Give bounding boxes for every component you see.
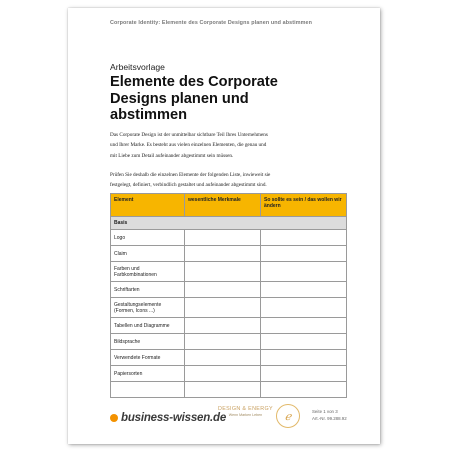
- title-line: Designs planen und: [110, 90, 249, 107]
- header-element: Element: [111, 194, 185, 217]
- header-target: So sollte es sein / das wollen wir ändern: [261, 194, 347, 217]
- row-label: Farben und Farbkombinationen: [111, 262, 185, 282]
- business-wissen-logo: [110, 412, 226, 424]
- brand-subtitle: Wenn Marken Leben: [228, 413, 263, 417]
- paragraph-line: Prüfen Sie deshalb die einzelnen Elemente der folgenden Liste, inwieweit sie: [110, 172, 271, 178]
- group-label: Basis: [111, 217, 347, 230]
- features-cell[interactable]: [185, 298, 261, 318]
- table-row: [111, 298, 347, 318]
- target-cell[interactable]: [261, 382, 347, 398]
- features-cell[interactable]: [185, 318, 261, 334]
- row-label: Bildsprache: [111, 334, 185, 350]
- target-cell[interactable]: [261, 366, 347, 382]
- target-cell[interactable]: [261, 262, 347, 282]
- table-header-row: [111, 194, 347, 217]
- target-cell[interactable]: [261, 318, 347, 334]
- intro-paragraph: [110, 130, 360, 161]
- table-row: [111, 246, 347, 262]
- target-cell[interactable]: [261, 334, 347, 350]
- features-cell[interactable]: [185, 382, 261, 398]
- features-cell[interactable]: [185, 366, 261, 382]
- table-row: [111, 366, 347, 382]
- logo-text: business-wissen.de: [121, 412, 227, 424]
- document-kicker: Arbeitsvorlage: [110, 62, 165, 72]
- target-cell[interactable]: [261, 350, 347, 366]
- features-cell[interactable]: [185, 246, 261, 262]
- row-label: Verwendete Formate: [111, 350, 185, 366]
- brand-seal-icon: ℯ: [276, 404, 300, 428]
- table-row: [111, 282, 347, 298]
- document-title: [110, 74, 330, 124]
- table-row: [111, 334, 347, 350]
- group-row-basis: [111, 217, 347, 230]
- target-cell[interactable]: [261, 282, 347, 298]
- checklist-table: [110, 193, 347, 398]
- logo-dot-icon: [110, 414, 118, 422]
- article-number: Art.-Nr. 99.288.92: [312, 415, 347, 421]
- target-cell[interactable]: [261, 230, 347, 246]
- row-label: Schriftarten: [111, 282, 185, 298]
- row-label: [111, 382, 185, 398]
- design-energy-brand: [218, 406, 273, 417]
- row-label: Tabellen und Diagramme: [111, 318, 185, 334]
- paragraph-line: und Ihrer Marke. Es besteht aus vielen einzelnen Elementen, die genau und: [110, 142, 267, 149]
- row-label: Gestaltungselemente (Formen, Icons ...): [111, 298, 185, 318]
- features-cell[interactable]: [185, 230, 261, 246]
- page-info: [312, 409, 347, 422]
- row-label: Claim: [111, 246, 185, 262]
- title-line: abstimmen: [110, 107, 188, 124]
- instruction-paragraph: [110, 170, 360, 191]
- table-row: [111, 382, 347, 398]
- title-line: Elemente des Corporate: [110, 74, 278, 90]
- target-cell[interactable]: [261, 298, 347, 318]
- target-cell[interactable]: [261, 246, 347, 262]
- row-label: Papiersorten: [111, 366, 185, 382]
- header-features: wesentliche Merkmale: [185, 194, 261, 217]
- paragraph-line: mit Liebe zum Detail aufeinander abgestimmt sein müssen.: [110, 152, 234, 159]
- features-cell[interactable]: [185, 334, 261, 350]
- features-cell[interactable]: [185, 262, 261, 282]
- table-row: [111, 318, 347, 334]
- table-row: [111, 262, 347, 282]
- features-cell[interactable]: [185, 282, 261, 298]
- features-cell[interactable]: [185, 350, 261, 366]
- running-header: Corporate Identity: Elemente des Corporate Designs planen und abstimmen: [110, 20, 313, 26]
- table-row: [111, 350, 347, 366]
- brand-title: DESIGN & ENERGY: [218, 406, 273, 412]
- row-label: Logo: [111, 230, 185, 246]
- page-number: Seite 1 von 3: [312, 409, 338, 414]
- paragraph-line: festgelegt, definiert, verbindlich gestaltet und aufeinander abgestimmt sind.: [110, 182, 267, 189]
- table-row: [111, 230, 347, 246]
- paragraph-line: Das Corporate Design ist der unmittelbar sichtbare Teil Ihres Unternehmens: [110, 132, 268, 138]
